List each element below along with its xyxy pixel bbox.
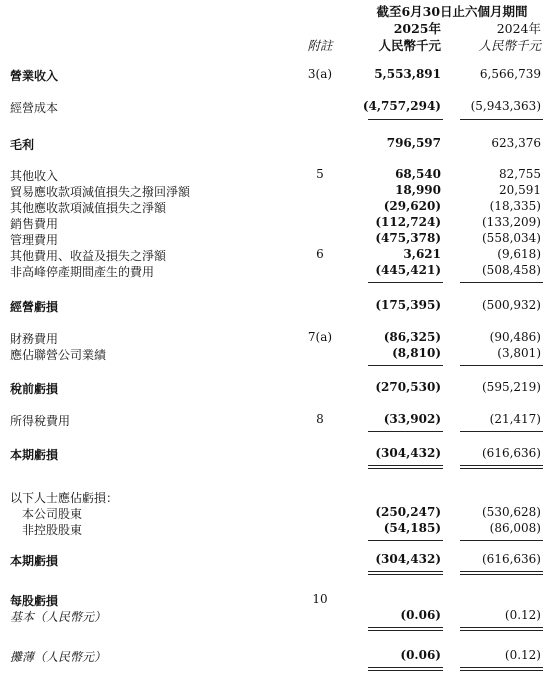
total-double-rule — [460, 630, 543, 631]
row-label: 其他應收款項減值損失之淨額 — [10, 201, 167, 215]
total-double-rule — [368, 468, 443, 469]
row-value-2025: (29,620) — [383, 199, 441, 213]
row-label: 營業收入 — [10, 69, 59, 83]
row-note: 6 — [316, 247, 324, 261]
row-label: 本公司股東 — [22, 507, 83, 521]
row-label: 經營虧損 — [10, 300, 59, 314]
row-label: 其他收入 — [10, 169, 59, 183]
row-note: 3(a) — [307, 67, 333, 81]
row-value-2025: (250,247) — [375, 505, 441, 519]
currency-2024-header: 人民幣千元 — [478, 38, 541, 53]
row-label: 非高峰停產期間產生的費用 — [10, 265, 155, 279]
total-double-rule — [460, 468, 543, 469]
subtotal-rule — [460, 119, 543, 120]
row-label: 非控股股東 — [22, 523, 83, 537]
subtotal-rule — [368, 431, 443, 432]
row-label: 銷售費用 — [10, 217, 59, 231]
row-value-2025: (445,421) — [375, 263, 441, 277]
row-value-2025: 68,540 — [395, 167, 441, 181]
subtotal-rule — [460, 365, 543, 366]
row-value-2025: (86,325) — [383, 330, 441, 344]
row-value-2024: 623,376 — [491, 136, 541, 150]
year-2024-header: 2024年 — [496, 21, 541, 36]
row-value-2025: (8,810) — [392, 346, 441, 360]
row-value-2024: (90,486) — [489, 330, 541, 344]
total-double-rule — [368, 465, 443, 466]
row-value-2024: (500,932) — [482, 298, 541, 312]
row-value-2024: 20,591 — [499, 183, 541, 197]
total-double-rule — [460, 670, 543, 671]
row-value-2025: (54,185) — [383, 521, 441, 535]
row-label: 攤薄（人民幣元） — [10, 650, 107, 664]
row-value-2025: 3,621 — [403, 247, 441, 261]
row-label: 經營成本 — [10, 101, 59, 115]
subtotal-rule — [460, 282, 543, 283]
row-value-2025: (33,902) — [383, 412, 441, 426]
row-label: 本期虧損 — [10, 554, 59, 568]
row-label: 以下人士應佔虧損： — [10, 491, 119, 505]
row-value-2025: (475,378) — [375, 231, 441, 245]
subtotal-rule — [368, 119, 443, 120]
year-2025-header: 2025年 — [393, 21, 441, 36]
row-value-2025: 5,553,891 — [374, 67, 441, 81]
total-double-rule — [368, 670, 443, 671]
row-label: 貿易應收款項減值損失之撥回淨額 — [10, 185, 191, 199]
row-value-2024: (530,628) — [482, 505, 541, 519]
total-double-rule — [460, 571, 543, 572]
row-value-2024: (558,034) — [482, 231, 541, 245]
total-double-rule — [460, 627, 543, 628]
row-label: 每股虧損 — [10, 594, 59, 608]
row-value-2025: (175,395) — [375, 298, 441, 312]
subtotal-rule — [368, 540, 443, 541]
period-header: 截至6月30日止六個月期間 — [376, 4, 528, 19]
subtotal-rule — [368, 282, 443, 283]
row-note: 8 — [316, 412, 324, 426]
row-value-2025: (4,757,294) — [362, 99, 441, 113]
row-value-2024: (86,008) — [489, 521, 541, 535]
total-double-rule — [368, 574, 443, 575]
subtotal-rule — [368, 365, 443, 366]
row-value-2025: (304,432) — [375, 552, 441, 566]
row-value-2025: (112,724) — [375, 215, 441, 229]
row-value-2025: (0.06) — [400, 608, 441, 622]
total-double-rule — [460, 667, 543, 668]
row-label: 本期虧損 — [10, 448, 59, 462]
row-label: 稅前虧損 — [10, 382, 59, 396]
row-label: 毛利 — [10, 138, 35, 152]
row-value-2024: (18,335) — [489, 199, 541, 213]
currency-2025-header: 人民幣千元 — [378, 38, 441, 53]
row-label: 基本（人民幣元） — [10, 610, 107, 624]
row-value-2025: (0.06) — [400, 648, 441, 662]
row-value-2025: 796,597 — [386, 136, 441, 150]
total-double-rule — [368, 571, 443, 572]
row-value-2024: 6,566,739 — [479, 67, 541, 81]
row-label: 其他費用、收益及損失之淨額 — [10, 249, 167, 263]
total-double-rule — [460, 465, 543, 466]
row-value-2024: 82,755 — [499, 167, 541, 181]
row-value-2024: (21,417) — [489, 412, 541, 426]
row-note: 5 — [316, 167, 324, 181]
row-value-2024: (508,458) — [482, 263, 541, 277]
row-value-2025: 18,990 — [395, 183, 441, 197]
row-label: 財務費用 — [10, 332, 59, 346]
row-value-2024: (3,801) — [497, 346, 541, 360]
row-value-2024: (0.12) — [504, 608, 541, 622]
row-value-2024: (0.12) — [504, 648, 541, 662]
note-column-header: 附註 — [307, 38, 333, 53]
row-value-2025: (270,530) — [375, 380, 441, 394]
row-value-2024: (616,636) — [482, 552, 541, 566]
total-double-rule — [368, 630, 443, 631]
total-double-rule — [368, 667, 443, 668]
row-value-2024: (616,636) — [482, 446, 541, 460]
row-value-2024: (595,219) — [482, 380, 541, 394]
row-value-2024: (133,209) — [482, 215, 541, 229]
total-double-rule — [460, 574, 543, 575]
subtotal-rule — [460, 540, 543, 541]
row-value-2024: (5,943,363) — [470, 99, 541, 113]
row-value-2025: (304,432) — [375, 446, 441, 460]
row-value-2024: (9,618) — [497, 247, 541, 261]
row-label: 所得稅費用 — [10, 414, 71, 428]
row-note: 10 — [312, 592, 328, 606]
row-note: 7(a) — [307, 330, 333, 344]
row-label: 管理費用 — [10, 233, 59, 247]
row-label: 應佔聯營公司業績 — [10, 348, 107, 362]
subtotal-rule — [460, 431, 543, 432]
total-double-rule — [368, 627, 443, 628]
